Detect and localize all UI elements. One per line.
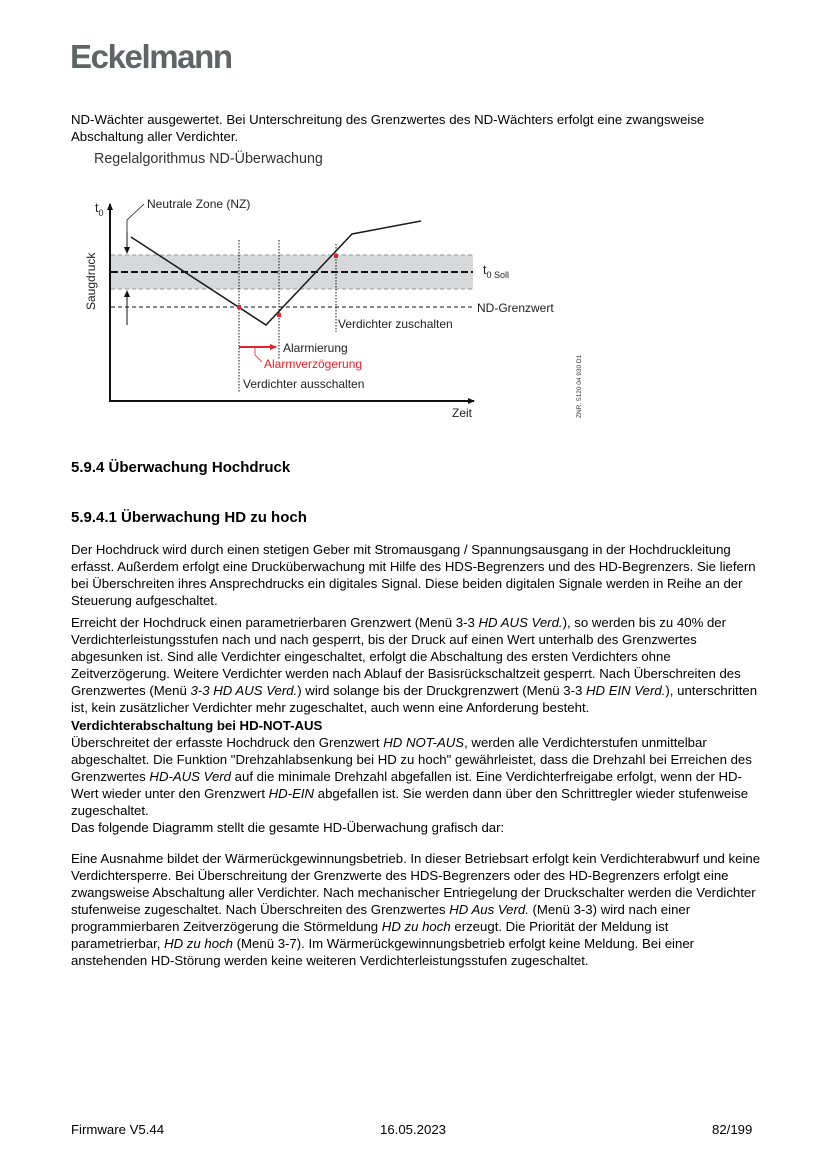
marker-nd-limit-reached — [237, 305, 241, 309]
footer-date: 16.05.2023 — [380, 1122, 447, 1137]
text-run: ), unterschritten ist, kein zusätzlicher Verdichter mehr zugeschaltet, auch wenn eine Anforderung besteht. — [71, 683, 758, 715]
text-run: (Menü 3-3) wird nach einer programmierbaren Zeitverzögerung die Störmeldung — [71, 902, 691, 934]
italic-term: HD NOT-AUS — [383, 735, 465, 750]
eckelmann-logo: Eckelmann — [70, 38, 232, 75]
text-run: erzeugt. Die Priorität der Meldung ist parametrierbar, — [71, 919, 669, 951]
footer-page-number: 82/199 — [712, 1122, 753, 1137]
y-axis-label: Saugdruck — [84, 252, 98, 310]
nd-limit-label: ND-Grenzwert — [477, 301, 554, 315]
marker-compressor-on — [334, 254, 338, 258]
drawing-number: ZNR. 5120 04 930 D1 — [576, 354, 583, 418]
italic-term: 3-3 HD AUS Verd. — [190, 683, 298, 698]
x-axis-label: Zeit — [452, 406, 473, 420]
paragraph-title-hd-not-aus: Verdichterabschaltung bei HD-NOT-AUS — [71, 718, 323, 733]
marker-alarm — [277, 313, 281, 317]
footer-firmware: Firmware V5.44 — [71, 1122, 165, 1137]
nd-monitoring-diagram — [0, 0, 827, 440]
nz-label: Neutrale Zone (NZ) — [147, 197, 251, 211]
text-run: Eine Ausnahme bildet der Wärmerückgewinnungsbetrieb. In dieser Betriebsart erfolgt kein Verdichterabwurf und keine Verdichtersperre. Bei Überschreitung der Grenzwerte des HDS-Begrenzers oder des HD-Begrenzers erfolgt eine zwangsweise Abschaltung aller Verdichter. Nach mechanischer Entriegelung der Druckschalter werden die Verdichter stufenweise zugeschaltet. Nach Überschreiten des Grenzwertes — [71, 851, 761, 917]
figure-caption: Regelalgorithmus ND-Überwachung — [94, 151, 323, 167]
italic-term: HD EIN Verd. — [586, 683, 666, 698]
paragraph-hd-not-aus-body — [71, 734, 761, 819]
alarm-delay-leader — [255, 347, 262, 362]
text-run: ), so werden bis zu 40% der Verdichterleistungsstufen nach und nach gesperrt, bis der Druck auf einen Wert unterhalb des Grenzwertes abgesunken ist. Sind alle Verdichter eingeschaltet, erfolgt die Abschaltung des ersten Verdichters ohne Zeitverzögerung. Weitere Verdichter werden nach Ablauf der Basisrückschaltzeit gesperrt. Nach Überschreiten des Grenzwertes (Menü — [71, 615, 741, 698]
italic-term: HD zu hoch — [164, 936, 233, 951]
compressor-on-label: Verdichter zuschalten — [338, 317, 453, 331]
text-run: abgefallen ist. Sie werden dann über den Schrittregler wieder stufenweise zugeschaltet. — [71, 786, 749, 818]
italic-term: HD AUS Verd. — [478, 615, 563, 630]
section-heading-hochdruck: 5.9.4 Überwachung Hochdruck — [71, 459, 291, 476]
intro-paragraph: ND-Wächter ausgewertet. Bei Unterschreitung des Grenzwertes des ND-Wächters erfolgt eine zwangsweise Abschaltung aller Verdichter. — [71, 112, 705, 144]
nz-leader-line — [127, 204, 144, 233]
setpoint-label: $t_{0 Soll}$ — [483, 263, 509, 280]
alarm-delay-label: Alarmverzögerung — [264, 357, 363, 371]
paragraph-waermerueckgewinnung — [71, 850, 761, 969]
text-run: Überschreitet der erfasste Hochdruck den Grenzwert — [71, 735, 384, 750]
y-axis-symbol: $t_0$ — [95, 201, 104, 218]
paragraph-hd-not-aus — [71, 717, 761, 836]
italic-term: HD-EIN — [268, 786, 315, 801]
text-run: Erreicht der Hochdruck einen parametrierbaren Grenzwert (Menü 3-3 — [71, 615, 479, 630]
paragraph-hochdruck-sensor: Der Hochdruck wird durch einen stetigen Geber mit Stromausgang / Spannungsausgang in der Hochdruckleitung erfasst. Außerdem erfolgt eine Drucküberwachung mit Hilfe des HDS-Begrenzers und des HD-Begrenzers. Sie liefern bei Überschreiten ihres Ansprechdrucks ein digitales Signal. Diese beiden digitalen Signale werden in Reihe an der Steuerung aufgeschaltet. — [71, 542, 756, 608]
subsection-heading-hd-zu-hoch: 5.9.4.1 Überwachung HD zu hoch — [71, 509, 307, 526]
compressor-off-label: Verdichter ausschalten — [243, 377, 365, 391]
text-run: auf die minimale Drehzahl abgefallen ist. Eine Verdichterfreigabe erfolgt, wenn der HD-Wert wieder unter den Grenzwert — [71, 769, 742, 801]
text-run: (Menü 3-7). Im Wärmerückgewinnungsbetrieb erfolgt keine Meldung. Bei einer anstehenden HD-Störung werden keine weiteren Verdichterleistungsstufen zugeschaltet. — [71, 936, 695, 968]
paragraph-diagram-intro: Das folgende Diagramm stellt die gesamte HD-Überwachung grafisch dar: — [71, 820, 505, 835]
italic-term: HD zu hoch — [381, 919, 451, 934]
text-run: ) wird solange bis der Druckgrenzwert (Menü 3-3 — [297, 683, 587, 698]
italic-term: HD Aus Verd. — [449, 902, 529, 917]
alarm-label: Alarmierung — [283, 341, 348, 355]
text-run: , werden alle Verdichterstufen unmittelbar abgeschaltet. Die Funktion "Drehzahlabsenkung bei HD zu hoch" gewährleistet, dass die Drehzahl bei Erreichen des Grenzwertes — [71, 735, 752, 784]
paragraph-hd-aus-verd — [71, 614, 761, 716]
italic-term: HD-AUS Verd — [149, 769, 232, 784]
